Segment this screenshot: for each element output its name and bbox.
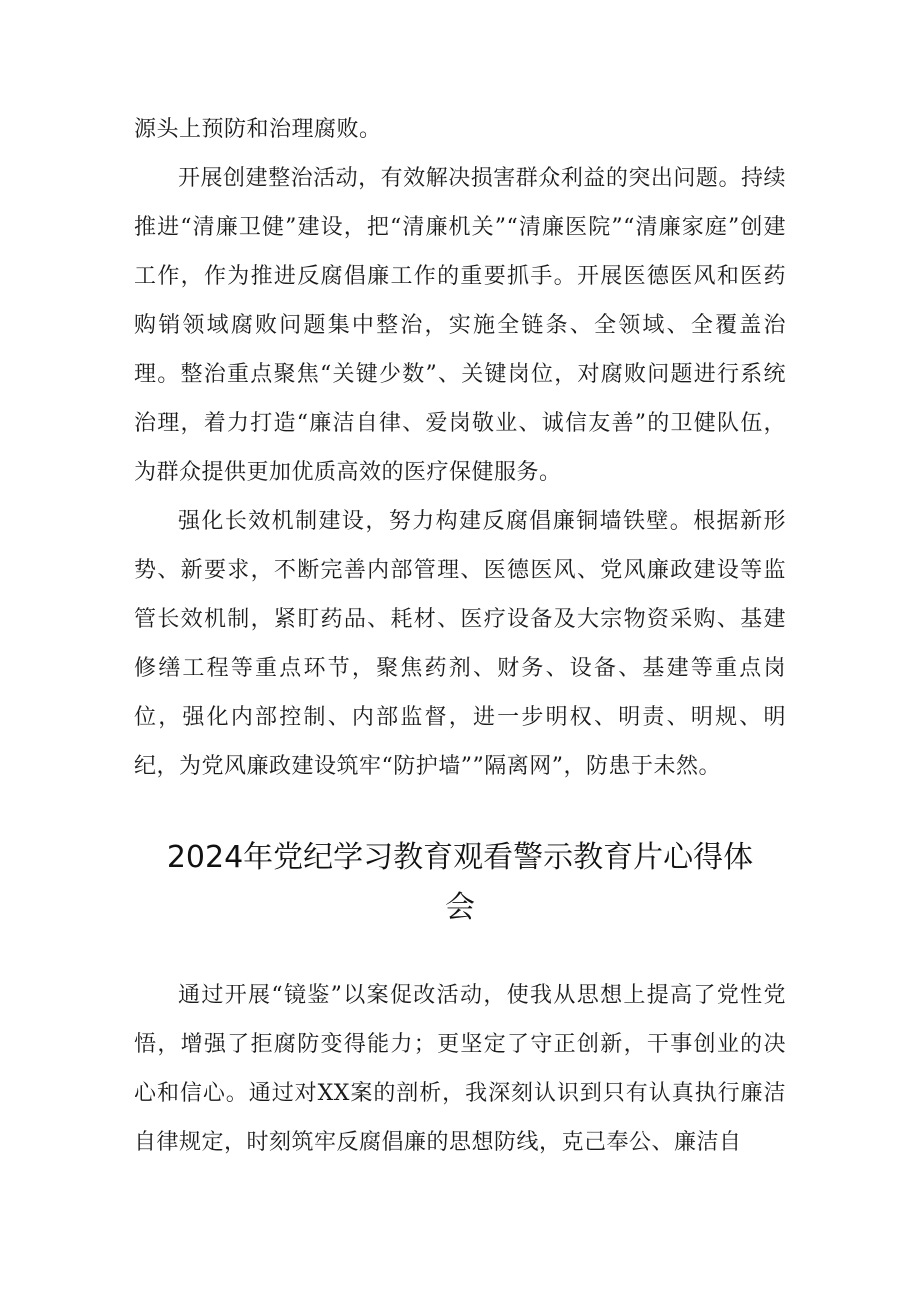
- body-paragraph: 开展创建整治活动，有效解决损害群众利益的突出问题。持续推进“清廉卫健”建设，把“清廉机关”“清廉医院”“清廉家庭”创建工作，作为推进反腐倡廉工作的重要抓手。开展医德医风和医药购销领域腐败问题集中整治，实施全链条、全领域、全覆盖治理。整治重点聚焦“关键少数”、关键岗位，对腐败问题进行系统治理，着力打造“廉洁自律、爱岗敬业、诚信友善”的卫健队伍，为群众提供更加优质高效的医疗保健服务。: [134, 166, 786, 485]
- article-body: [134, 971, 786, 1167]
- body-paragraph: 强化长效机制建设，努力构建反腐倡廉铜墙铁壁。根据新形势、新要求，不断完善内部管理、医德医风、党风廉政建设等监管长效机制，紧盯药品、耗材、医疗设备及大宗物资采购、基建修缮工程等重点环节，聚焦药剂、财务、设备、基建等重点岗位，强化内部控制、内部监督，进一步明权、明责、明规、明纪，为党风廉政建设筑牢“防护墙””隔离网”，防患于未然。: [134, 509, 786, 779]
- article-title: 2024年党纪学习教育观看警示教育片心得体会: [166, 840, 754, 925]
- continuation-paragraph: 源头上预防和治理腐败。: [134, 117, 382, 142]
- body-paragraph: 通过开展“镜鉴”以案促改活动，使我从思想上提高了党性党悟，增强了拒腐防变得能力；更坚定了守正创新，干事创业的决心和信心。通过对XX案的剖析，我深刻认识到只有认真执行廉洁自律规定，时刻筑牢反腐倡廉的思想防线，克己奉公、廉洁自: [134, 983, 786, 1155]
- previous-article-tail: [134, 105, 786, 791]
